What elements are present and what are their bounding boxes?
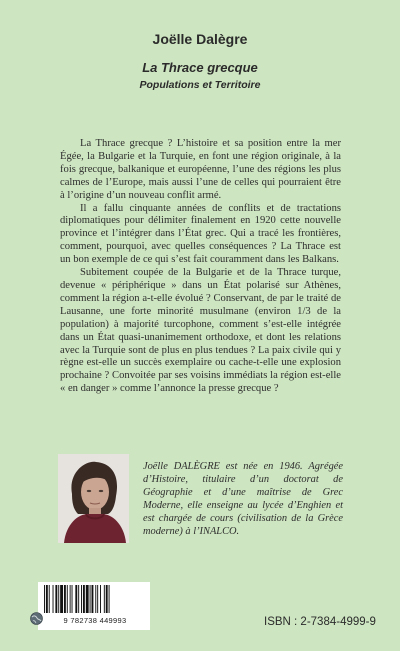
barcode-bar [55, 585, 57, 613]
author-name: Joëlle Dalègre [152, 31, 248, 47]
barcode-bar [67, 585, 68, 613]
isbn-label: ISBN : 2-7384-4999-9 [264, 616, 376, 628]
barcode-bar [97, 585, 98, 613]
author-photo [58, 454, 129, 543]
blurb-paragraph-2: Il a fallu cinquante années de conflits et de tractations diplomatiques pour délimiter finalement en 1920 cette nouvelle province et l’intégrer dans l’État grec. Qui a tracé les frontières, comment, pourquoi, avec quelles conséquences ? La Thrace est un bon exemple de ce qui s’est fait couramment dans les Balkans. [60, 202, 341, 266]
blurb [60, 138, 341, 396]
book-title: La Thrace grecque [142, 60, 258, 75]
blurb-paragraph-1: La Thrace grecque ? L’histoire et sa position entre la mer Égée, la Bulgarie et la Turquie, en font une région originale, à la fois grecque, balkanique et européenne, l’une des régions les plus calmes de l’Europe, mais aussi l’une de celles qui pourraient être à l’origine d’un nouveau conflit armé. [60, 138, 341, 201]
barcode-bar [53, 585, 54, 613]
barcode-bar [46, 585, 48, 613]
barcode-bar [64, 585, 66, 613]
barcode-number: 9 782738 449993 [46, 616, 144, 625]
barcode-bar [44, 585, 45, 613]
barcode-bar [95, 585, 96, 613]
barcode-bar [78, 585, 79, 613]
barcode-bars [38, 582, 150, 616]
globe-icon [30, 612, 43, 625]
barcode-bar [81, 585, 82, 613]
barcode-bar [49, 585, 50, 613]
barcode-bar [109, 585, 110, 613]
author-portrait-image [58, 454, 129, 543]
bio-text: est née en 1946. Agrégée d’Histoire, titulaire d’un doctorat de Géographie et d’une maîtrise de Grec Moderne, elle enseigne au lycée d’Enghien et est chargée de cours (civilisation de la Grèce moderne) à l’INALCO. [143, 461, 343, 538]
barcode-bar [90, 585, 91, 613]
barcode-bar [83, 585, 85, 613]
barcode-bar [60, 585, 63, 613]
barcode-bar [92, 585, 94, 613]
barcode-bar [106, 585, 108, 613]
book-subtitle: Populations et Territoire [139, 79, 261, 91]
barcode-bar [70, 585, 71, 613]
barcode-bar [86, 585, 89, 613]
barcode-bar [104, 585, 105, 613]
blurb-paragraph-3: Subitement coupée de la Bulgarie et de la Thrace turque, devenue « périphérique » dans un État polarisé sur Athènes, comment la région a-t-elle évolué ? Conservant, de par le traité de Lausanne, une forte minorité musulmane (environ 1/3 de la population) à majorité turcophone, comment s’est-elle intégrée dans un État quasi-unanimement orthodoxe, et dont les relations avec la Turquie sont de plus en plus tendues ? La paix civile qui y règne est-elle un succès exemplaire ou cache-t-elle une explosion prochaine ? Convoitée par ses voisins immédiats la région est-elle « en danger » comme l’annonce la presse grecque ? [60, 267, 341, 395]
author-bio [143, 460, 343, 539]
barcode-bar [75, 585, 77, 613]
barcode-bar [72, 585, 73, 613]
bio-author-name: Joëlle DALÈGRE [143, 461, 220, 472]
barcode-bar [100, 585, 101, 613]
barcode-bar [58, 585, 59, 613]
